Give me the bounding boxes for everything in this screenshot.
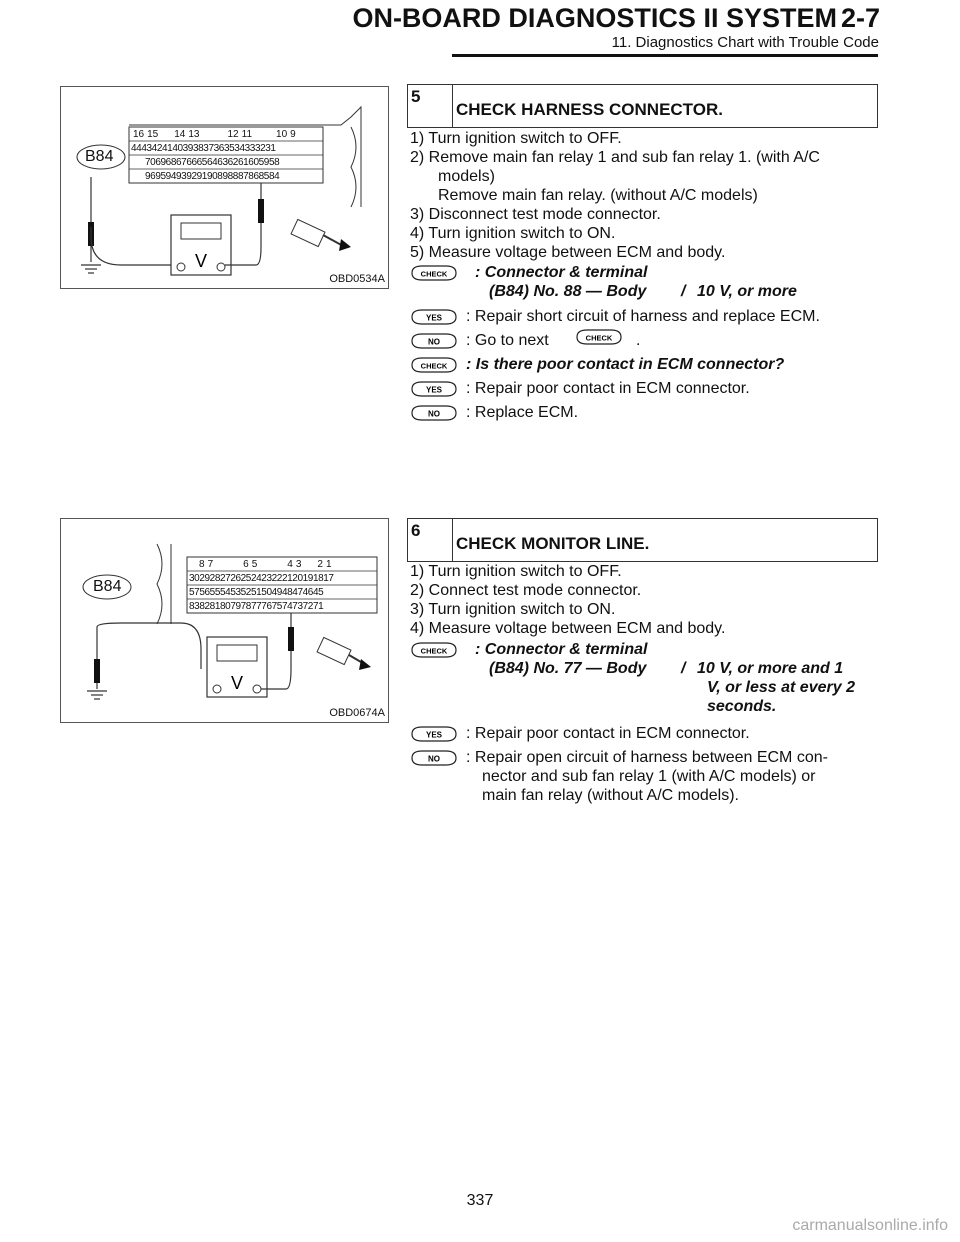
pin: 34 xyxy=(234,143,245,154)
pin: 82 xyxy=(199,601,210,612)
pin: 68 xyxy=(165,157,176,168)
pin: 9 xyxy=(290,129,296,140)
no-badge xyxy=(410,750,458,766)
pin: 10 xyxy=(276,129,288,140)
check-badge xyxy=(410,357,458,373)
pin: 4 xyxy=(287,559,293,570)
pin: 36 xyxy=(213,143,224,154)
step-5-header xyxy=(407,84,878,128)
check-value: seconds. xyxy=(707,698,777,715)
check-slash: / xyxy=(681,283,686,300)
pin-row-4 xyxy=(131,170,321,184)
svg-text:V: V xyxy=(194,251,208,271)
check-badge-inline xyxy=(575,329,623,345)
pin: 43 xyxy=(141,143,152,154)
pin: 15 xyxy=(147,129,159,140)
pin: 88 xyxy=(227,171,238,182)
instruction: 5) Measure voltage between ECM and body. xyxy=(410,244,726,261)
pin: 18 xyxy=(312,573,324,584)
step-title: CHECK MONITOR LINE. xyxy=(456,534,650,553)
no-action: main fan relay (without A/C models). xyxy=(482,787,739,804)
pin: 55 xyxy=(209,587,220,598)
pin: 54 xyxy=(219,587,231,598)
pin: 21 xyxy=(281,573,293,584)
pin: 56 xyxy=(199,587,210,598)
instruction: models) xyxy=(438,168,495,185)
pin: 93 xyxy=(175,171,187,182)
watermark: carmanualsonline.info xyxy=(792,1217,948,1234)
yes-badge xyxy=(410,309,458,325)
pin: 92 xyxy=(186,171,197,182)
pin: 63 xyxy=(217,157,228,168)
badge-text: CHECK xyxy=(420,646,448,656)
pin: 2 xyxy=(317,559,323,570)
pin: 7 xyxy=(207,559,214,570)
pin: 87 xyxy=(237,171,249,182)
check-value: 10 V, or more and 1 xyxy=(697,660,844,677)
instruction: Remove main fan relay. (without A/C models) xyxy=(438,187,758,204)
yes-action: : Repair poor contact in ECM connector. xyxy=(466,380,750,397)
pin-row-1 xyxy=(131,128,321,142)
instruction: 3) Disconnect test mode connector. xyxy=(410,206,661,223)
pin: 37 xyxy=(203,143,214,154)
step-divider xyxy=(452,519,453,561)
pin: 95 xyxy=(155,171,166,182)
pin: 58 xyxy=(268,157,280,168)
pin: 61 xyxy=(237,157,249,168)
pin: 66 xyxy=(186,157,197,168)
pin-row-3 xyxy=(189,586,375,600)
pin: 90 xyxy=(206,171,218,182)
pin: 69 xyxy=(155,157,166,168)
badge-text: NO xyxy=(428,409,440,419)
step-title: CHECK HARNESS CONNECTOR. xyxy=(456,100,723,119)
pin: 89 xyxy=(217,171,228,182)
pin: 80 xyxy=(219,601,231,612)
pin: 38 xyxy=(192,143,204,154)
instruction: 4) Turn ignition switch to ON. xyxy=(410,225,616,242)
pin: 35 xyxy=(223,143,235,154)
section-code: 2-7 xyxy=(840,3,880,33)
pin: 17 xyxy=(323,573,334,584)
header-subtitle: 11. Diagnostics Chart with Trouble Code xyxy=(611,34,879,51)
instruction: 1) Turn ignition switch to OFF. xyxy=(410,130,622,147)
check-badge xyxy=(410,642,458,658)
figure-code: OBD0534A xyxy=(329,273,385,285)
check-badge xyxy=(410,265,458,281)
badge-text: CHECK xyxy=(420,269,448,279)
check-question: : Is there poor contact in ECM connector? xyxy=(466,356,785,373)
pin: 49 xyxy=(271,587,282,598)
instruction: 2) Connect test mode connector. xyxy=(410,582,642,599)
pin: 74 xyxy=(281,601,293,612)
check-spec: : Connector & terminal xyxy=(475,264,648,281)
pin: 65 xyxy=(196,157,207,168)
badge-text: NO xyxy=(428,754,440,764)
pin: 24 xyxy=(250,573,262,584)
pin-row-3 xyxy=(131,156,321,170)
pin: 50 xyxy=(261,587,272,598)
header-title-row xyxy=(352,3,880,34)
check-value: V, or less at every 2 xyxy=(707,679,855,696)
no-action: : Replace ECM. xyxy=(466,404,579,421)
connector-label: B84 xyxy=(93,578,122,595)
pin: 11 xyxy=(241,129,253,140)
pin: 96 xyxy=(145,171,156,182)
pin: 20 xyxy=(292,573,303,584)
pin: 73 xyxy=(292,601,303,612)
pin: 45 xyxy=(312,587,324,598)
pin: 46 xyxy=(302,587,313,598)
instruction: 2) Remove main fan relay 1 and sub fan relay 1. (with A/C xyxy=(410,149,820,166)
pin: 5 xyxy=(251,559,258,570)
pin: 30 xyxy=(189,573,200,584)
badge-text: YES xyxy=(425,313,443,323)
pin: 16 xyxy=(133,129,145,140)
pin: 86 xyxy=(248,171,259,182)
no-action: nector and sub fan relay 1 (with A/C models) or xyxy=(482,768,816,785)
pin: 40 xyxy=(172,143,183,154)
step-number: 6 xyxy=(411,521,421,540)
pin: 64 xyxy=(206,157,218,168)
yes-badge xyxy=(410,381,458,397)
pin-grid xyxy=(131,128,321,184)
pin: 31 xyxy=(265,143,276,154)
no-action-end: . xyxy=(636,332,641,349)
no-action: : Go to next xyxy=(466,332,549,349)
pin: 28 xyxy=(209,573,220,584)
yes-action: : Repair short circuit of harness and replace ECM. xyxy=(466,308,820,325)
pin: 22 xyxy=(271,573,282,584)
pin: 6 xyxy=(243,559,249,570)
no-badge xyxy=(410,333,458,349)
pin: 32 xyxy=(254,143,266,154)
badge-text: YES xyxy=(425,730,443,740)
pin: 47 xyxy=(292,587,303,598)
pin-row-1 xyxy=(189,558,375,572)
step-divider xyxy=(452,85,453,127)
no-badge xyxy=(410,405,458,421)
pin: 1 xyxy=(325,559,332,570)
check-value: 10 V, or more xyxy=(697,283,797,300)
wiring-diagram-1 xyxy=(61,87,388,288)
pin: 48 xyxy=(281,587,293,598)
pin: 8 xyxy=(199,559,205,570)
pin-row-2 xyxy=(131,142,321,156)
pin: 27 xyxy=(219,573,231,584)
pin: 52 xyxy=(240,587,251,598)
yes-action: : Repair poor contact in ECM connector. xyxy=(466,725,750,742)
pin: 59 xyxy=(258,157,269,168)
pin-grid xyxy=(189,558,375,614)
pin: 62 xyxy=(227,157,238,168)
pin: 75 xyxy=(271,601,282,612)
badge-text: CHECK xyxy=(420,361,448,371)
figure-connector-b84-check xyxy=(60,86,389,289)
pin: 14 xyxy=(174,129,186,140)
pin: 67 xyxy=(175,157,187,168)
pin: 57 xyxy=(189,587,200,598)
instruction: 1) Turn ignition switch to OFF. xyxy=(410,563,622,580)
pin: 84 xyxy=(268,171,280,182)
pin: 44 xyxy=(131,143,142,154)
yes-badge xyxy=(410,726,458,742)
check-spec: (B84) No. 77 — Body xyxy=(489,660,647,677)
pin: 26 xyxy=(230,573,241,584)
check-slash: / xyxy=(681,660,686,677)
badge-text: CHECK xyxy=(585,333,613,343)
pin: 77 xyxy=(250,601,262,612)
pin: 39 xyxy=(182,143,193,154)
page-header xyxy=(0,0,960,60)
step-number: 5 xyxy=(411,87,421,106)
instruction: 4) Measure voltage between ECM and body. xyxy=(410,620,726,637)
step-6-header xyxy=(407,518,878,562)
check-spec: : Connector & terminal xyxy=(475,641,648,658)
pin: 94 xyxy=(165,171,176,182)
pin: 19 xyxy=(302,573,313,584)
figure-code: OBD0674A xyxy=(329,707,385,719)
badge-text: YES xyxy=(425,385,443,395)
pin: 81 xyxy=(209,601,220,612)
badge-text: NO xyxy=(428,337,440,347)
pin: 79 xyxy=(230,601,241,612)
pin: 78 xyxy=(240,601,251,612)
pin: 70 xyxy=(145,157,156,168)
svg-text:V: V xyxy=(230,673,244,693)
pin: 12 xyxy=(227,129,239,140)
header-title: ON-BOARD DIAGNOSTICS II SYSTEM xyxy=(352,3,837,33)
connector-label: B84 xyxy=(85,148,114,165)
pin: 83 xyxy=(189,601,200,612)
pin: 23 xyxy=(261,573,272,584)
pin: 13 xyxy=(188,129,200,140)
pin: 76 xyxy=(261,601,272,612)
pin-row-2 xyxy=(189,572,375,586)
pin: 60 xyxy=(248,157,259,168)
pin: 85 xyxy=(258,171,269,182)
pin: 91 xyxy=(196,171,207,182)
check-spec: (B84) No. 88 — Body xyxy=(489,283,647,300)
pin: 29 xyxy=(199,573,210,584)
pin: 3 xyxy=(295,559,302,570)
figure-monitor-line xyxy=(60,518,389,723)
pin: 25 xyxy=(240,573,251,584)
pin: 42 xyxy=(151,143,162,154)
pin: 33 xyxy=(244,143,255,154)
wiring-diagram-2 xyxy=(61,519,388,722)
pin: 71 xyxy=(312,601,324,612)
no-action: : Repair open circuit of harness between ECM con- xyxy=(466,749,828,766)
pin-row-4 xyxy=(189,600,375,614)
pin: 51 xyxy=(250,587,262,598)
pin: 41 xyxy=(161,143,173,154)
instruction: 3) Turn ignition switch to ON. xyxy=(410,601,616,618)
pin: 53 xyxy=(230,587,241,598)
page-number: 337 xyxy=(466,1192,494,1209)
pin: 72 xyxy=(302,601,313,612)
header-rule xyxy=(452,54,878,57)
